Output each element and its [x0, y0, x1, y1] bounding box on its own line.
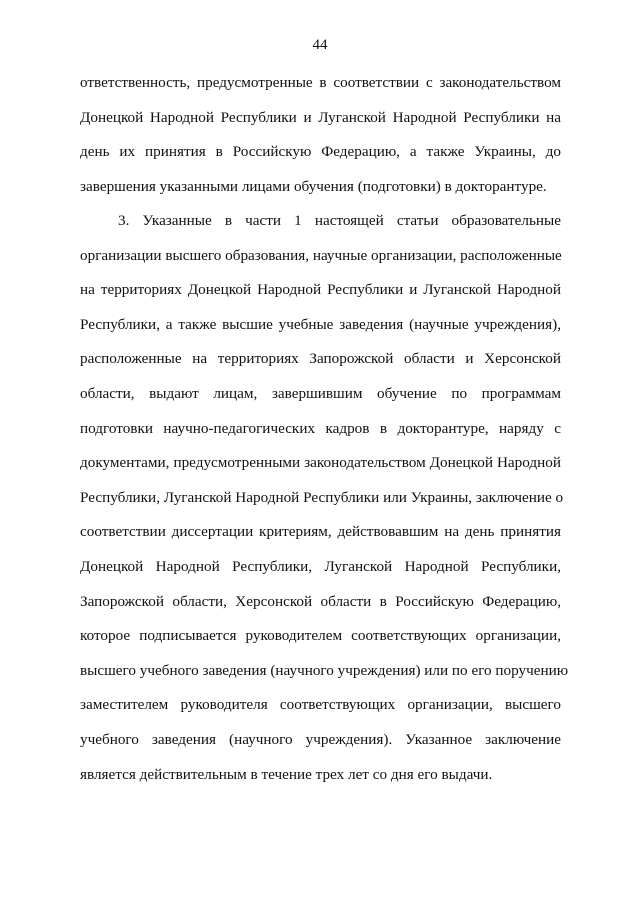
text-line: ответственность, предусмотренные в соответствии с законодательством — [80, 74, 561, 91]
page-number: 44 — [312, 37, 328, 53]
paragraph-part-3 — [80, 212, 569, 800]
text-line: организации высшего образования, научные организации, расположенные — [80, 246, 562, 264]
text-line: день их принятия в Российскую Федерацию, а также Украины, до — [80, 143, 561, 161]
text-line: расположенные на территориях Запорожской области и Херсонской — [80, 350, 561, 368]
text-line: подготовки научно-педагогических кадров в докторантуре, наряду с — [80, 419, 561, 437]
text-line: Донецкой Народной Республики, Луганской Народной Республики, — [80, 557, 561, 575]
text-line: на территориях Донецкой Народной Республики и Луганской Народной — [80, 281, 561, 299]
text-line: завершения указанными лицами обучения (подготовки) в докторантуре. — [80, 177, 547, 195]
paragraph-continuation — [80, 74, 561, 212]
text-line: Республики, а также высшие учебные заведения (научные учреждения), — [80, 315, 561, 333]
text-line: Республики, Луганской Народной Республики или Украины, заключение о — [80, 488, 564, 506]
text-line: документами, предусмотренными законодательством Донецкой Народной — [80, 454, 561, 472]
text-line: Запорожской области, Херсонской области в Российскую Федерацию, — [80, 592, 561, 610]
text-line: области, выдают лицам, завершившим обучение по программам — [80, 384, 561, 402]
text-line: является действительным в течение трех лет со дня его выдачи. — [80, 765, 493, 783]
text-line: которое подписывается руководителем соответствующих организации, — [80, 627, 561, 645]
text-line: соответствии диссертации критериям, действовавшим на день принятия — [80, 523, 561, 541]
text-line: Донецкой Народной Республики и Луганской Народной Республики на — [80, 108, 561, 126]
text-line: 3. Указанные в части 1 настоящей статьи образовательные — [118, 212, 561, 229]
text-line: учебного заведения (научного учреждения). Указанное заключение — [80, 730, 561, 748]
text-line: высшего учебного заведения (научного учреждения) или по его поручению — [80, 661, 569, 679]
text-line: заместителем руководителя соответствующих организации, высшего — [80, 696, 561, 714]
